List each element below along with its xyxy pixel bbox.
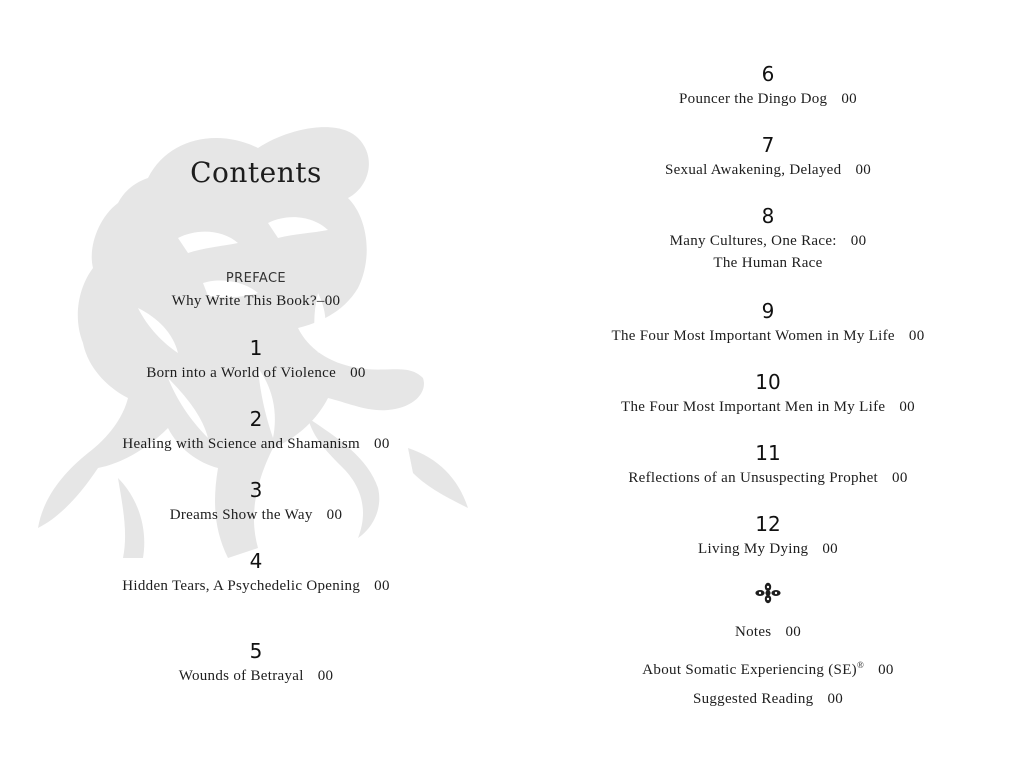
chapter-title: The Four Most Important Men in My Life — [621, 399, 886, 415]
back-matter-page-number: 00 — [878, 662, 894, 678]
back-matter-title: Suggested Reading — [692, 691, 814, 707]
chapter-page-number: 00 — [350, 365, 366, 381]
chapter-12-entry[interactable] — [512, 512, 1024, 560]
chapter-2-entry[interactable] — [0, 407, 512, 455]
chapter-title-line — [512, 159, 1024, 181]
chapter-page-number: 00 — [822, 541, 838, 557]
chapter-title-line — [0, 433, 512, 455]
preface-label: PREFACE — [225, 271, 287, 286]
registered-mark: ® — [856, 660, 865, 670]
chapter-number: 1 — [249, 336, 263, 360]
chapter-title-line — [512, 230, 1024, 252]
chapter-title: Dreams Show the Way — [169, 507, 313, 523]
preface-title-line — [0, 290, 512, 312]
preface-page-number: –00 — [316, 293, 341, 309]
chapter-title-line — [512, 396, 1024, 418]
chapter-page-number: 00 — [908, 328, 925, 344]
back-matter-title-line — [512, 654, 1024, 681]
chapter-title-line — [0, 575, 512, 597]
chapter-page-number: 00 — [374, 578, 390, 594]
chapter-title: The Four Most Important Women in My Life — [611, 328, 895, 344]
chapter-6-entry[interactable] — [512, 62, 1024, 110]
chapter-title: Healing with Science and Shamanism — [122, 436, 361, 452]
chapter-number: 8 — [761, 204, 775, 228]
chapter-number: 6 — [761, 62, 775, 86]
chapter-title: Reflections of an Unsuspecting Prophet — [628, 470, 879, 486]
chapter-number: 12 — [755, 512, 781, 536]
chapter-page-number: 00 — [317, 668, 334, 684]
back-matter-title: About Somatic Experiencing (SE) — [642, 662, 857, 678]
chapter-title-line — [0, 665, 512, 687]
chapter-title-line — [512, 538, 1024, 560]
suggested-reading-entry[interactable] — [512, 686, 1024, 710]
chapter-title: Many Cultures, One Race: — [669, 233, 837, 249]
chapter-title: Wounds of Betrayal — [178, 668, 304, 684]
chapter-title-line — [0, 504, 512, 526]
chapter-page-number: 00 — [855, 162, 872, 178]
notes-entry[interactable] — [512, 619, 1024, 643]
back-matter-title: Notes — [734, 624, 772, 640]
chapter-page-number: 00 — [374, 436, 390, 452]
about-se-entry[interactable] — [512, 652, 1024, 681]
chapter-page-number: 00 — [326, 507, 343, 523]
quatrefoil-ornament-icon — [755, 582, 781, 604]
chapter-number: 10 — [755, 370, 781, 394]
chapter-title-line — [512, 325, 1024, 347]
chapter-page-number: 00 — [841, 91, 857, 107]
preface-title: Why Write This Book? — [171, 293, 317, 309]
chapter-title-line — [0, 362, 512, 384]
chapter-8-entry[interactable] — [512, 204, 1024, 274]
chapter-number: 7 — [761, 133, 775, 157]
back-matter-page-number: 00 — [827, 691, 844, 707]
chapter-title-line — [512, 467, 1024, 489]
back-matter-title-line — [512, 621, 1024, 643]
chapter-1-entry[interactable] — [0, 336, 512, 384]
right-page — [512, 0, 1024, 768]
chapter-number: 5 — [249, 639, 263, 663]
back-matter-title-line — [512, 688, 1024, 710]
chapter-number: 3 — [249, 478, 263, 502]
chapter-11-entry[interactable] — [512, 441, 1024, 489]
chapter-page-number: 00 — [850, 233, 867, 249]
chapter-number: 2 — [249, 407, 263, 431]
chapter-page-number: 00 — [892, 470, 908, 486]
chapter-5-entry[interactable] — [0, 639, 512, 687]
back-matter-page-number: 00 — [785, 624, 802, 640]
chapter-number: 11 — [755, 441, 781, 465]
chapter-9-entry[interactable] — [512, 299, 1024, 347]
chapter-4-entry[interactable] — [0, 549, 512, 597]
chapter-title: Living My Dying — [698, 541, 809, 557]
chapter-7-entry[interactable] — [512, 133, 1024, 181]
chapter-title: Hidden Tears, A Psychedelic Opening — [122, 578, 361, 594]
chapter-3-entry[interactable] — [0, 478, 512, 526]
chapter-number: 4 — [249, 549, 263, 573]
chapter-title: Born into a World of Violence — [146, 365, 337, 381]
preface-entry[interactable] — [0, 270, 512, 312]
chapter-10-entry[interactable] — [512, 370, 1024, 418]
contents-heading: Contents — [190, 156, 322, 189]
chapter-title-line — [512, 88, 1024, 110]
chapter-page-number: 00 — [899, 399, 915, 415]
chapter-number: 9 — [761, 299, 775, 323]
chapter-title-line-2: The Human Race — [713, 255, 823, 271]
chapter-title: Sexual Awakening, Delayed — [664, 162, 842, 178]
chapter-title: Pouncer the Dingo Dog — [679, 91, 828, 107]
